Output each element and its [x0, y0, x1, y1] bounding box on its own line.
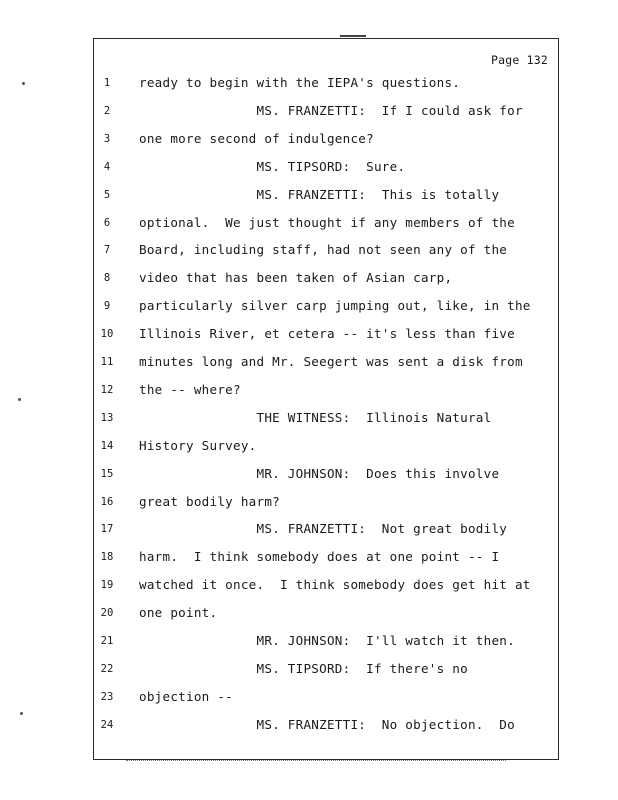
scan-speck	[22, 82, 25, 85]
line-number: 23	[100, 690, 114, 703]
line-number: 4	[103, 160, 111, 173]
transcript-line	[94, 159, 558, 177]
transcript-line	[94, 661, 558, 679]
line-number: 10	[100, 328, 114, 341]
line-number: 5	[103, 188, 111, 201]
transcript-line	[94, 549, 558, 567]
line-number: 22	[100, 662, 114, 675]
transcript-line	[94, 326, 558, 344]
transcript-line	[94, 103, 558, 121]
transcript-line	[94, 717, 558, 735]
scan-speck	[20, 712, 23, 715]
transcript-line	[94, 438, 558, 456]
scan-speck	[18, 398, 21, 401]
line-text: one more second of indulgence?	[139, 130, 374, 146]
line-number: 8	[103, 272, 111, 285]
transcript-line	[94, 689, 558, 707]
line-number: 13	[100, 411, 114, 424]
transcript-line	[94, 187, 558, 205]
line-number: 21	[100, 635, 114, 647]
line-text: harm. I think somebody does at one point -- I	[139, 549, 500, 565]
transcript-line	[94, 75, 558, 93]
line-text: THE WITNESS: Illinois Natural	[139, 409, 492, 425]
line-text: particularly silver carp jumping out, like, in the	[139, 298, 531, 314]
line-text: minutes long and Mr. Seegert was sent a disk from	[139, 354, 523, 369]
transcript-line	[94, 354, 558, 372]
line-number: 20	[100, 607, 114, 620]
transcript-line	[94, 242, 558, 260]
line-text: Illinois River, et cetera -- it's less than five	[139, 326, 515, 342]
transcript-line	[94, 270, 558, 288]
transcript-line	[94, 298, 558, 316]
line-text: Board, including staff, had not seen any of the	[139, 242, 508, 258]
line-text: MR. JOHNSON: I'll watch it then.	[139, 633, 515, 648]
line-number: 19	[100, 579, 114, 592]
line-text: ready to begin with the IEPA's questions.	[139, 75, 461, 90]
line-number: 2	[103, 104, 111, 117]
line-text: MS. TIPSORD: Sure.	[139, 158, 406, 174]
line-number: 14	[100, 439, 114, 452]
line-text: History Survey.	[139, 437, 257, 453]
line-number: 11	[100, 356, 114, 368]
line-text: the -- where?	[139, 381, 241, 397]
transcript-line	[94, 633, 558, 651]
line-number: 15	[100, 467, 114, 480]
transcript-line	[94, 382, 558, 400]
transcript-line	[94, 521, 558, 539]
line-number: 1	[103, 77, 111, 89]
line-number: 17	[100, 523, 114, 536]
line-number: 24	[100, 718, 114, 731]
line-number: 7	[103, 244, 111, 257]
transcript-line	[94, 410, 558, 428]
line-number: 9	[103, 300, 111, 313]
line-text: objection --	[139, 688, 233, 704]
line-text: MS. FRANZETTI: This is totally	[139, 186, 500, 202]
transcript-line	[94, 577, 558, 595]
transcript-line	[94, 215, 558, 233]
line-text: one point.	[139, 605, 218, 621]
line-text: MS. FRANZETTI: If I could ask for	[139, 102, 523, 118]
line-text: great bodily harm?	[139, 493, 280, 509]
line-text: MR. JOHNSON: Does this involve	[139, 465, 500, 481]
line-number: 6	[103, 216, 111, 229]
line-number: 18	[100, 551, 114, 564]
transcript-page	[93, 38, 559, 760]
transcript-line	[94, 466, 558, 484]
transcript-line	[94, 605, 558, 623]
line-number: 16	[100, 495, 114, 508]
line-number: 3	[103, 132, 111, 145]
line-text: MS. TIPSORD: If there's no	[139, 660, 468, 676]
line-number: 12	[100, 383, 114, 396]
scan-mark	[340, 35, 366, 37]
line-text: MS. FRANZETTI: No objection. Do	[139, 716, 515, 732]
transcript-line	[94, 131, 558, 149]
line-text: watched it once. I think somebody does get hit at	[139, 577, 531, 593]
transcript-line	[94, 494, 558, 512]
page-number: Page 132	[491, 53, 548, 67]
line-text: MS. FRANZETTI: Not great bodily	[139, 521, 508, 537]
bottom-rule	[126, 760, 506, 761]
line-text: video that has been taken of Asian carp,	[139, 270, 453, 286]
line-text: optional. We just thought if any members of the	[139, 214, 515, 230]
